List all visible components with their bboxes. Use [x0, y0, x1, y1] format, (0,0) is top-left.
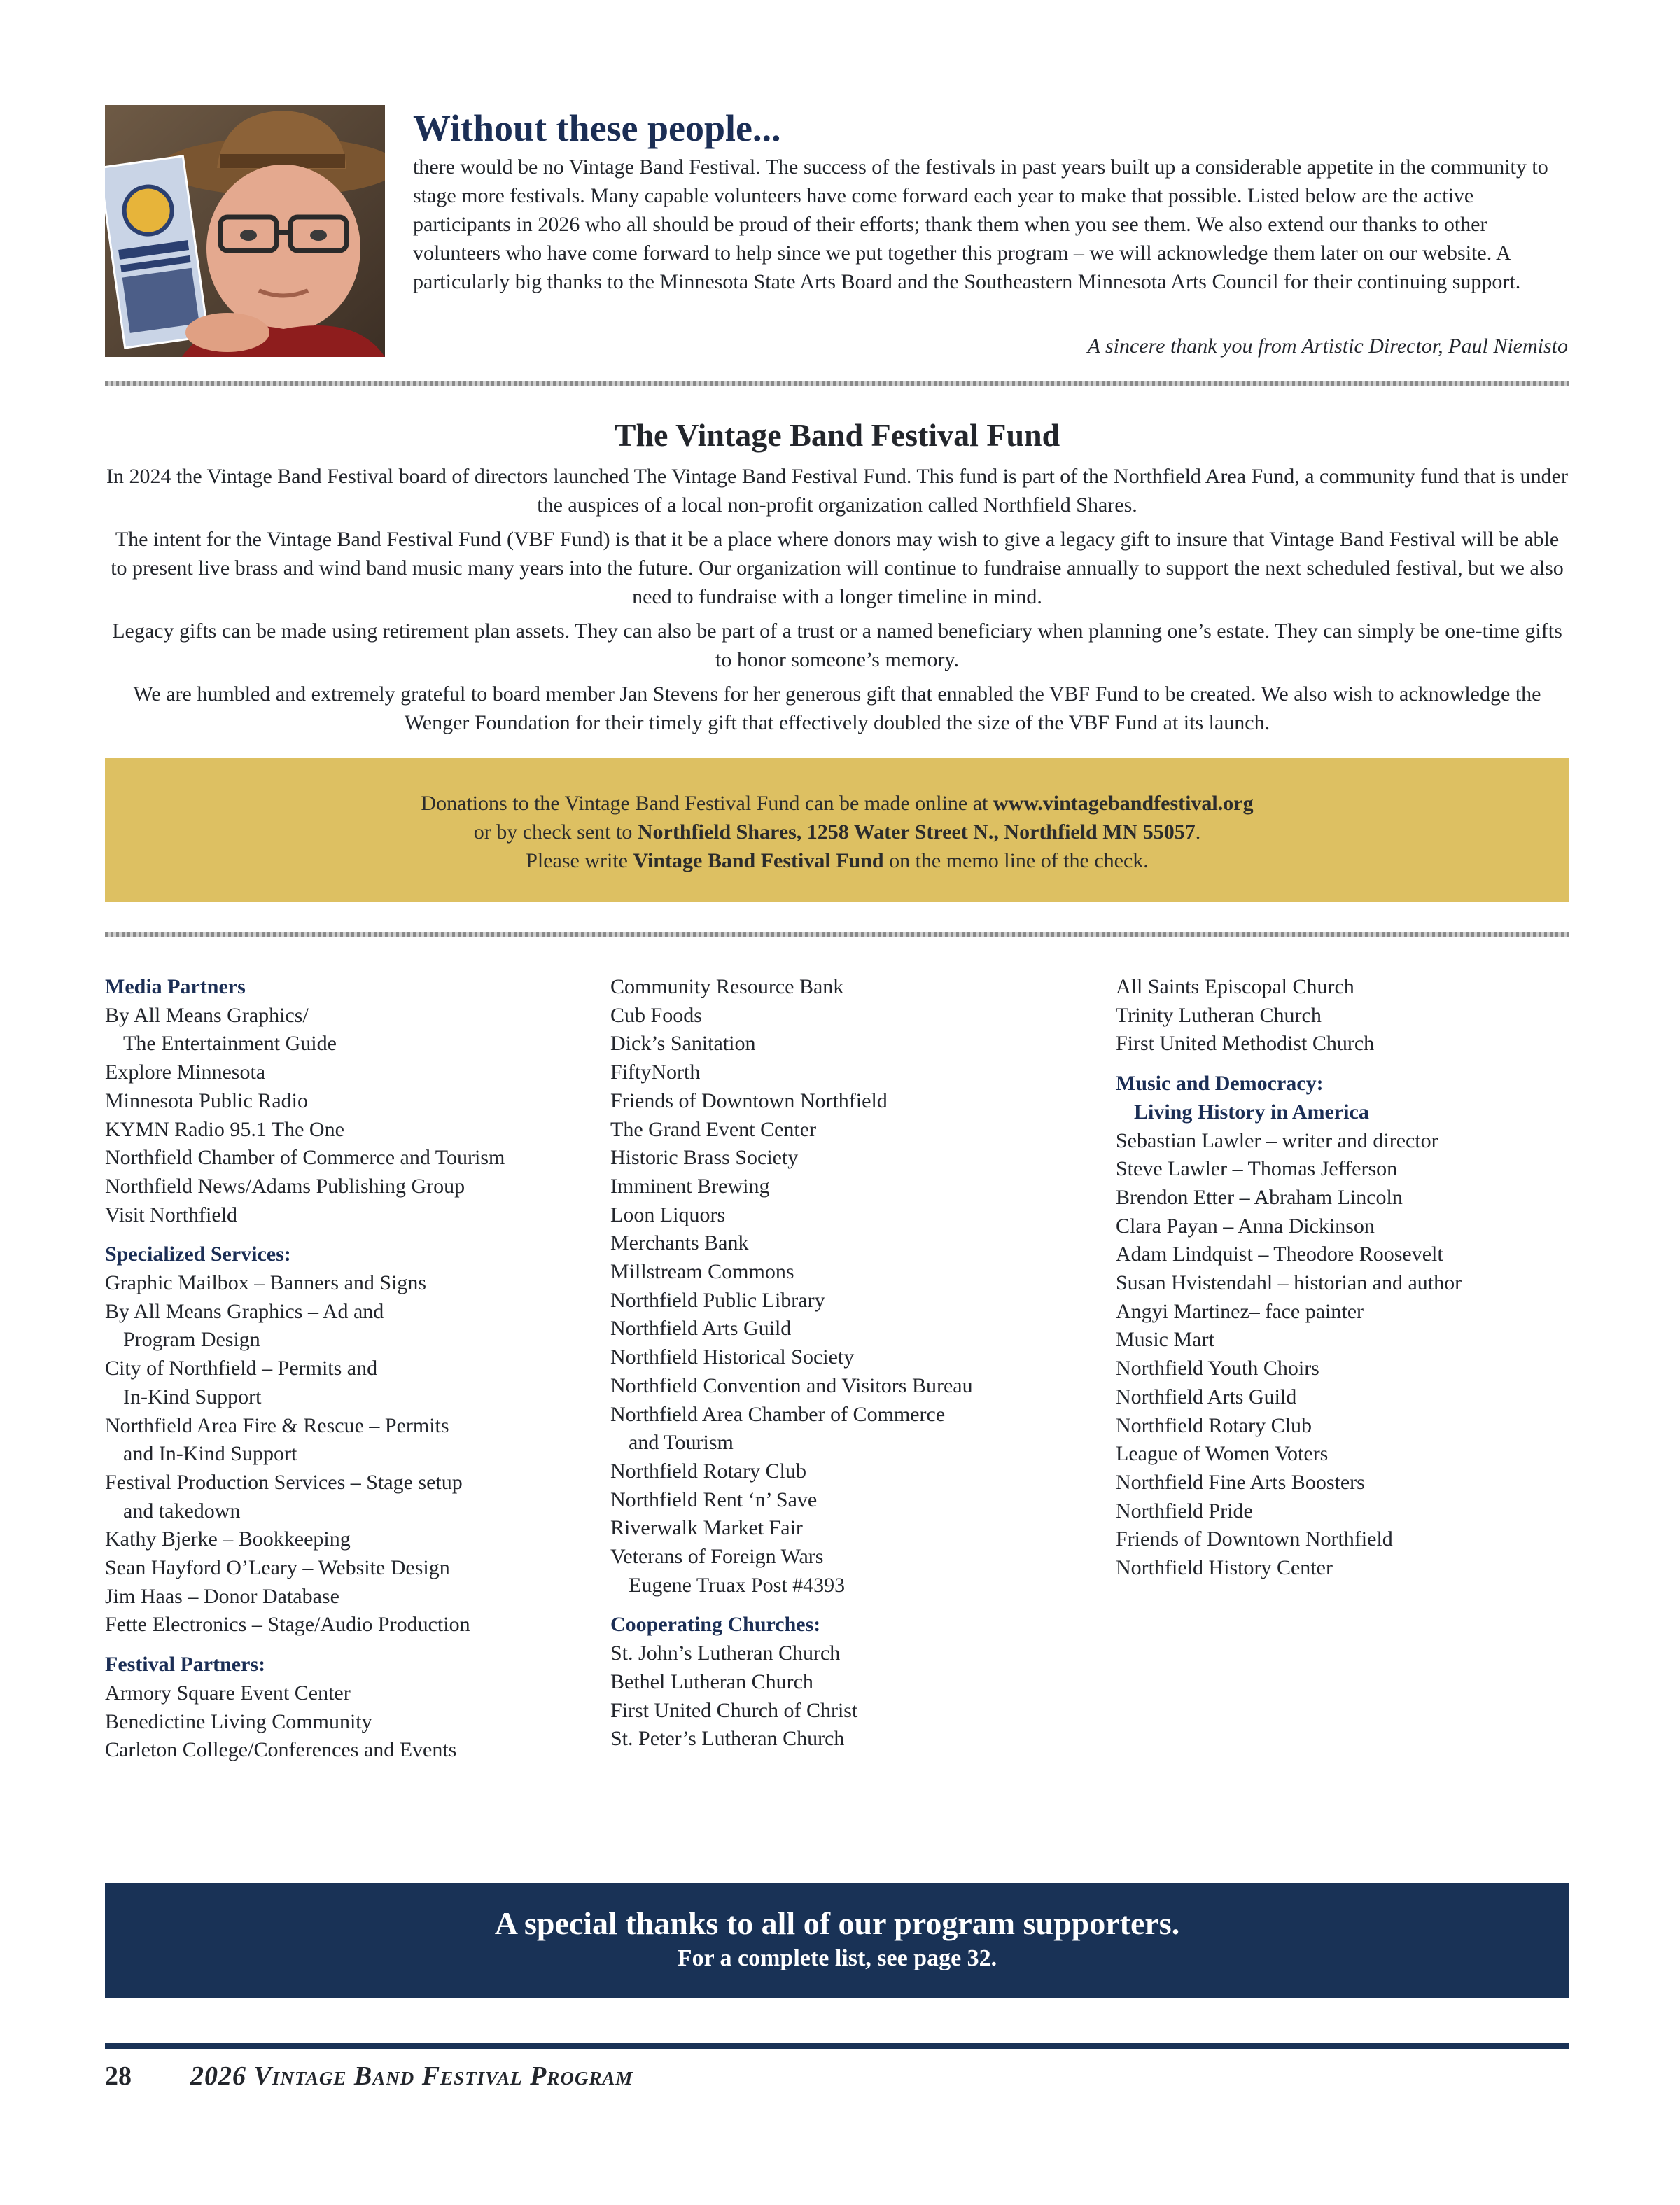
fund-body — [105, 462, 1569, 743]
footer-title: 2026 Vintage Band Festival Program — [190, 2062, 634, 2091]
page-number: 28 — [105, 2062, 132, 2091]
list-item: and Tourism — [629, 1431, 734, 1455]
list-item: Steve Lawler – Thomas Jefferson — [1116, 1157, 1398, 1181]
footer-rule — [105, 2043, 1569, 2049]
list-item: Dick’s Sanitation — [610, 1032, 756, 1056]
thanks-banner-title: A special thanks to all of our program supporters. — [494, 1905, 1180, 1941]
donation-text: Donations to the Vintage Band Festival Fund can be made online at — [421, 792, 993, 815]
list-item: First United Methodist Church — [1116, 1032, 1375, 1056]
media-partners-heading: Media Partners — [105, 975, 246, 998]
list-item: Northfield Area Fire & Rescue – Permits — [105, 1413, 449, 1437]
specialized-services-heading: Specialized Services: — [105, 1242, 291, 1266]
list-item: Music Mart — [1116, 1328, 1214, 1352]
list-item: Riverwalk Market Fair — [610, 1516, 803, 1540]
list-item: Benedictine Living Community — [105, 1709, 372, 1733]
list-item: Susan Hvistendahl – historian and author — [1116, 1271, 1462, 1295]
list-item: Sebastian Lawler – writer and director — [1116, 1128, 1438, 1152]
list-item: Angyi Martinez– face painter — [1116, 1299, 1364, 1323]
list-item: Bethel Lutheran Church — [610, 1670, 813, 1693]
list-item: Friends of Downtown Northfield — [1116, 1527, 1393, 1551]
list-item: Program Design — [123, 1328, 260, 1352]
fund-title: The Vintage Band Festival Fund — [614, 417, 1060, 453]
list-item: Festival Production Services – Stage setup — [105, 1470, 463, 1494]
list-item: Northfield Fine Arts Boosters — [1116, 1470, 1365, 1494]
donation-text: on the memo line of the check. — [883, 849, 1149, 872]
list-item: Northfield Chamber of Commerce and Tourism — [105, 1146, 505, 1170]
list-item: League of Women Voters — [1116, 1442, 1329, 1466]
list-item: Sean Hayford O’Leary – Website Design — [105, 1556, 450, 1580]
supporters-column-2 — [610, 973, 1100, 1754]
list-item: Northfield Historical Society — [610, 1345, 855, 1369]
list-item: Trinity Lutheran Church — [1116, 1003, 1322, 1027]
intro-title: Without these people... — [413, 107, 781, 149]
list-item: KYMN Radio 95.1 The One — [105, 1117, 344, 1141]
list-item: St. Peter’s Lutheran Church — [610, 1727, 845, 1751]
list-item: Community Resource Bank — [610, 975, 844, 998]
fund-paragraph: Legacy gifts can be made using retirement plan assets. They can also be part of a trust or a named beneficiary when planning one’s estate. They can simply be one-time gifts to honor someone’s memory. — [112, 620, 1562, 671]
list-item: Clara Payan – Anna Dickinson — [1116, 1214, 1375, 1238]
list-item: Northfield Rent ‘n’ Save — [610, 1488, 818, 1511]
list-item: Minnesota Public Radio — [105, 1088, 308, 1112]
list-item: St. John’s Lutheran Church — [610, 1642, 841, 1665]
fund-paragraph: The intent for the Vintage Band Festival Fund (VBF Fund) is that it be a place where donors may wish to give a legacy gift to insure that Vintage Band Festival will be able to present live brass and wind band music many years into the future. Our organization will continue to fundraise annually to support the next scheduled festival, but we also need to fundraise with a longer timeline in mind. — [111, 528, 1564, 608]
donation-box — [105, 758, 1569, 902]
list-item: Northfield Youth Choirs — [1116, 1357, 1320, 1380]
donation-line-2 — [105, 818, 1569, 846]
list-item: Northfield History Center — [1116, 1556, 1333, 1580]
list-item: FiftyNorth — [610, 1060, 701, 1084]
list-item: By All Means Graphics/ — [105, 1003, 309, 1027]
list-item: In-Kind Support — [123, 1385, 262, 1408]
divider-top — [105, 382, 1569, 386]
donation-text: or by check sent to — [473, 820, 638, 844]
list-item: Kathy Bjerke – Bookkeeping — [105, 1527, 351, 1551]
fund-paragraph: In 2024 the Vintage Band Festival board of directors launched The Vintage Band Festival Fund. This fund is part of the Northfield Area Fund, a community fund that is under the auspices of a local non-profit organization called Northfield Shares. — [106, 465, 1568, 517]
donation-line-3 — [105, 846, 1569, 875]
list-item: Loon Liquors — [610, 1203, 726, 1226]
list-item: First United Church of Christ — [610, 1698, 858, 1722]
music-democracy-heading: Music and Democracy: — [1116, 1072, 1324, 1096]
list-item: By All Means Graphics – Ad and — [105, 1299, 384, 1323]
list-item: Jim Haas – Donor Database — [105, 1584, 340, 1608]
list-item: The Grand Event Center — [610, 1117, 817, 1141]
list-item: Northfield Rotary Club — [1116, 1413, 1312, 1437]
list-item: Visit Northfield — [105, 1203, 238, 1226]
donation-line-1 — [105, 789, 1569, 818]
intro-paragraph: there would be no Vintage Band Festival. The success of the festivals in past years built up a considerable appetite in the community to stage more festivals. Many capable volunteers have come forward each year to make that possible. Listed below are the active participants in 2026 who all should be proud of their efforts; thank them when you see them. We also extend our thanks to other volunteers who have come forward to help since we put together this program – we will acknowledge them later on our website. A particularly big thanks to the Minnesota State Arts Board and the Southeastern Minnesota Arts Council for their continuing support. — [413, 155, 1548, 293]
list-item: Northfield News/Adams Publishing Group — [105, 1174, 465, 1198]
man-with-hat-image — [105, 105, 385, 357]
list-item: Explore Minnesota — [105, 1060, 266, 1084]
list-item: Cub Foods — [610, 1003, 702, 1027]
fund-paragraph: We are humbled and extremely grateful to board member Jan Stevens for her generous gift that ennabled the VBF Fund to be created. We also wish to acknowledge the Wenger Foundation for their timely gift that effectively doubled the size of the VBF Fund at its launch. — [133, 682, 1541, 734]
list-item: Imminent Brewing — [610, 1174, 770, 1198]
thanks-banner-subtitle: For a complete list, see page 32. — [677, 1945, 997, 1971]
list-item: Friends of Downtown Northfield — [610, 1088, 888, 1112]
list-item: Veterans of Foreign Wars — [610, 1545, 824, 1569]
intro-section — [413, 105, 1568, 296]
list-item: Eugene Truax Post #4393 — [629, 1573, 846, 1597]
list-item: All Saints Episcopal Church — [1116, 975, 1354, 998]
list-item: Armory Square Event Center — [105, 1681, 351, 1704]
memo-text: Vintage Band Festival Fund — [633, 849, 884, 872]
donation-text: . — [1195, 820, 1201, 844]
thanks-banner — [105, 1883, 1569, 1998]
list-item: Northfield Area Chamber of Commerce — [610, 1402, 946, 1426]
page-footer — [105, 2061, 633, 2092]
list-item: Northfield Rotary Club — [610, 1459, 806, 1483]
list-item: Northfield Arts Guild — [610, 1317, 792, 1340]
supporters-column-3 — [1116, 973, 1606, 1583]
music-democracy-subheading: Living History in America — [1134, 1100, 1369, 1124]
list-item: Merchants Bank — [610, 1231, 749, 1255]
festival-partners-heading: Festival Partners: — [105, 1653, 266, 1676]
list-item: Northfield Arts Guild — [1116, 1385, 1297, 1408]
list-item: The Entertainment Guide — [123, 1032, 337, 1056]
list-item: Graphic Mailbox – Banners and Signs — [105, 1271, 427, 1295]
supporters-column-1 — [105, 973, 595, 1765]
list-item: Carleton College/Conferences and Events — [105, 1738, 457, 1762]
divider-bottom — [105, 932, 1569, 937]
website-link[interactable]: www.vintagebandfestival.org — [993, 792, 1254, 815]
list-item: Adam Lindquist – Theodore Roosevelt — [1116, 1242, 1443, 1266]
list-item: Northfield Pride — [1116, 1499, 1253, 1522]
list-item: City of Northfield – Permits and — [105, 1357, 378, 1380]
list-item: Fette Electronics – Stage/Audio Production — [105, 1613, 470, 1637]
intro-signoff: A sincere thank you from Artistic Director, Paul Niemisto — [1087, 335, 1568, 358]
list-item: Northfield Public Library — [610, 1288, 825, 1312]
list-item: and In-Kind Support — [123, 1442, 298, 1466]
list-item: Historic Brass Society — [610, 1146, 799, 1170]
list-item: Millstream Commons — [610, 1260, 794, 1284]
volunteer-photo — [105, 105, 385, 357]
cooperating-churches-heading: Cooperating Churches: — [610, 1613, 821, 1637]
list-item: and takedown — [123, 1499, 241, 1522]
donation-address: Northfield Shares, 1258 Water Street N., Northfield MN 55057 — [637, 820, 1196, 844]
list-item: Brendon Etter – Abraham Lincoln — [1116, 1185, 1403, 1209]
list-item: Northfield Convention and Visitors Bureau — [610, 1373, 973, 1397]
donation-text: Please write — [526, 849, 634, 872]
